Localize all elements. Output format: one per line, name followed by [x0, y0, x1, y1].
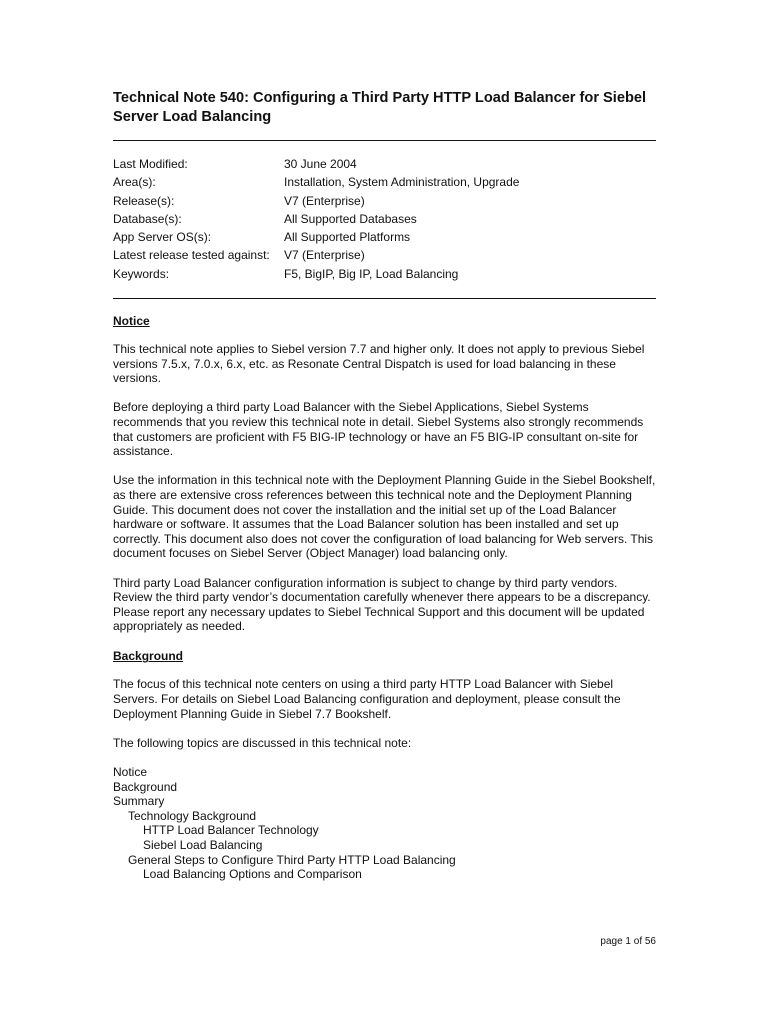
notice-paragraph: This technical note applies to Siebel version 7.7 and higher only. It does not apply to previous Siebel versions 7.5.x, 7.0.x, 6.x, etc. as Resonate Central Dispatch is used for load balancing in these versions. [113, 342, 645, 386]
metadata-value: V7 (Enterprise) [284, 248, 365, 263]
metadata-row [113, 173, 519, 191]
title-divider [113, 140, 656, 141]
document-body [113, 313, 658, 882]
topic-list [113, 765, 658, 882]
metadata-label: App Server OS(s): [113, 230, 212, 245]
metadata-label: Latest release tested against: [113, 248, 270, 263]
background-heading: Background [113, 649, 184, 664]
notice-paragraph: Third party Load Balancer configuration information is subject to change by third party vendors. Review the third party vendor’s documentation carefully whenever there appears to be a discrepancy. Please report any necessary updates to Siebel Technical Support and this document will be updated appropriately as needed. [113, 575, 651, 634]
notice-heading: Notice [113, 314, 150, 328]
document-title: Technical Note 540: Configuring a Third Party HTTP Load Balancer for Siebel Server Load Balancing [113, 90, 647, 125]
topic-item: Background [113, 779, 178, 794]
metadata-row [113, 192, 519, 210]
topic-item: General Steps to Configure Third Party HTTP Load Balancing [128, 852, 456, 867]
topic-item: Siebel Load Balancing [143, 838, 263, 852]
metadata-value: V7 (Enterprise) [284, 193, 365, 208]
metadata-row [113, 210, 519, 228]
metadata-value: Installation, System Administration, Upgrade [284, 175, 520, 190]
topic-item: Technology Background [128, 808, 257, 823]
background-paragraph: The following topics are discussed in this technical note: [113, 735, 412, 750]
metadata-label: Release(s): [113, 193, 175, 208]
metadata-table [113, 155, 519, 283]
metadata-value: F5, BigIP, Big IP, Load Balancing [284, 266, 459, 281]
metadata-label: Database(s): [113, 211, 182, 226]
metadata-divider [113, 298, 656, 299]
background-paragraph: The focus of this technical note centers on using a third party HTTP Load Balancer with Siebel Servers. For details on Siebel Load Balancing configuration and deployment, please consult the Deployment Planning Guide in Siebel 7.7 Bookshelf. [113, 677, 621, 721]
notice-paragraph: Before deploying a third party Load Balancer with the Siebel Applications, Siebel Systems recommends that you review this technical note in detail. Siebel Systems also strongly recommends that customers are proficient with F5 BIG-IP technology or have an F5 BIG-IP consultant on-site for assistance. [113, 400, 644, 459]
topic-item: Notice [113, 765, 148, 780]
page-number: page 1 of 56 [600, 936, 656, 947]
metadata-row [113, 246, 519, 264]
topic-item: Summary [113, 794, 165, 809]
metadata-value: All Supported Databases [284, 211, 417, 226]
topic-item: Load Balancing Options and Comparison [143, 867, 362, 882]
metadata-row [113, 228, 519, 246]
notice-paragraph: Use the information in this technical note with the Deployment Planning Guide in the Siebel Bookshelf, as there are extensive cross references between this technical note and the Deployment Planning Guide. This document does not cover the installation and the initial set up of the Load Balancer hardware or software. It assumes that the Load Balancer solution has been installed and set up correctly. This document also does not cover the configuration of load balancing for Web servers. This document focuses on Siebel Server (Object Manager) load balancing only. [113, 473, 656, 561]
metadata-row [113, 155, 519, 173]
metadata-value: 30 June 2004 [284, 157, 357, 171]
metadata-label: Last Modified: [113, 157, 188, 171]
metadata-label: Keywords: [113, 266, 170, 281]
metadata-row [113, 265, 519, 283]
topic-item: HTTP Load Balancer Technology [143, 823, 319, 838]
metadata-label: Area(s): [113, 175, 156, 190]
metadata-value: All Supported Platforms [284, 230, 411, 245]
